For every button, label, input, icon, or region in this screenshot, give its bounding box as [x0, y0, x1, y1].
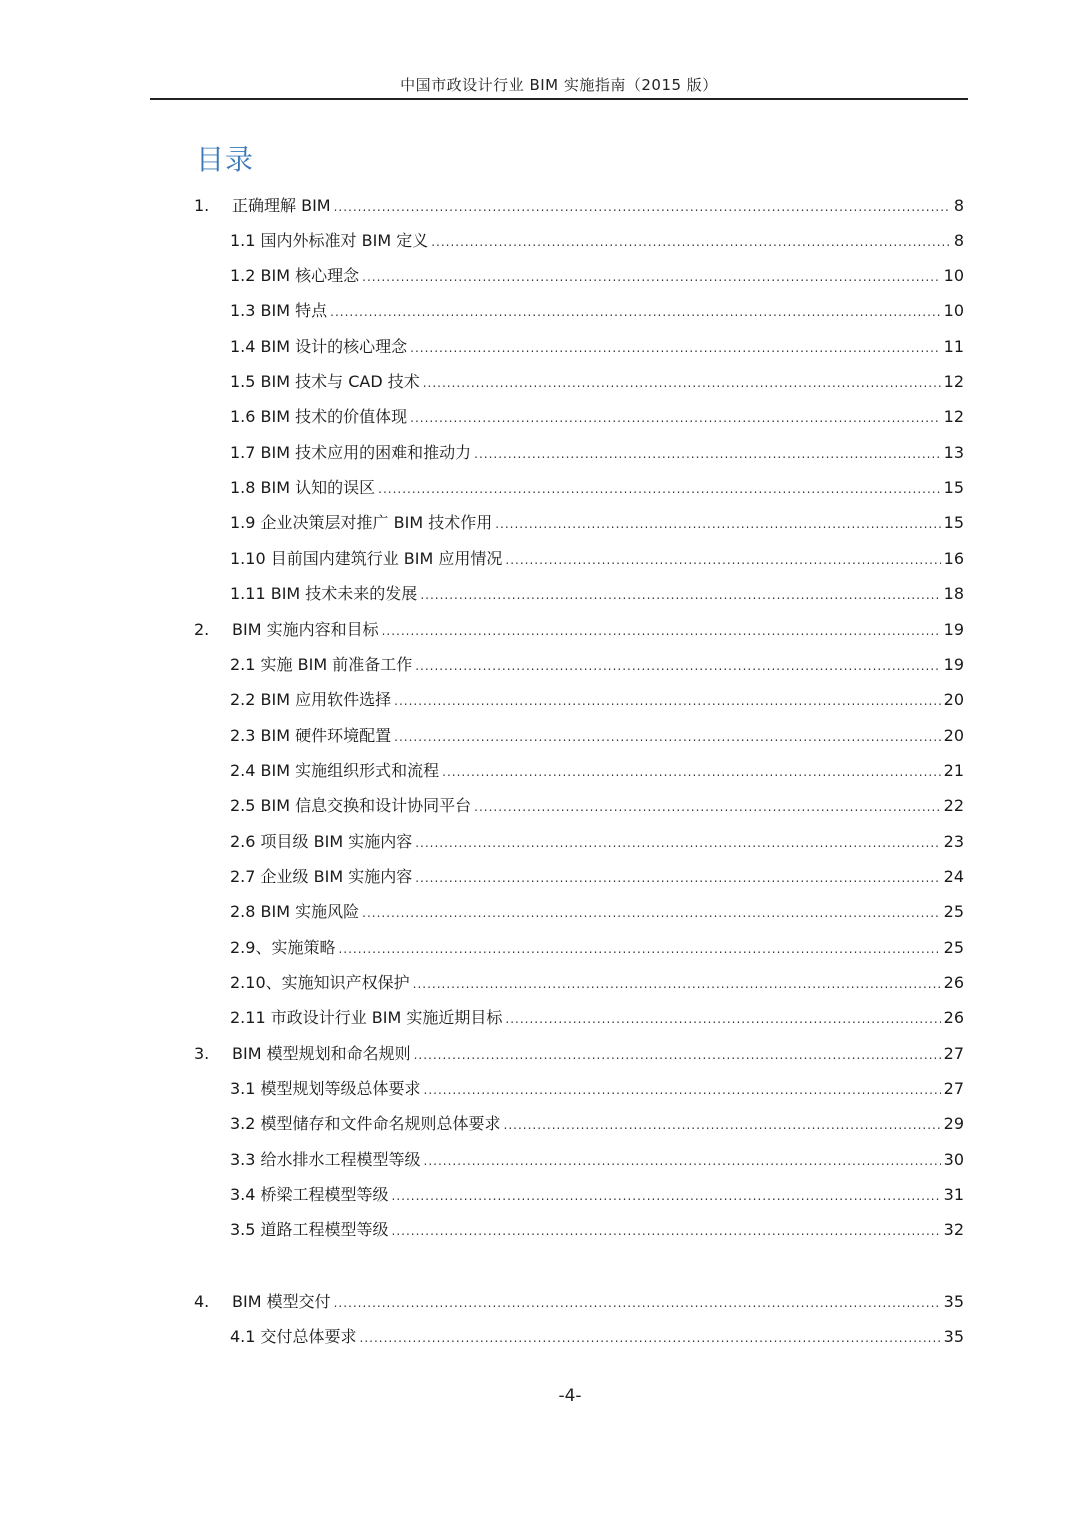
- toc-dot-leader: [420, 583, 940, 607]
- toc-entry-1-9[interactable]: [230, 511, 964, 535]
- page-number: -4-: [558, 1386, 582, 1406]
- toc-entry-1-10[interactable]: [230, 547, 964, 571]
- toc-dot-leader: [442, 760, 941, 784]
- toc-entry-3-4[interactable]: [230, 1183, 964, 1207]
- toc-entry-1-8[interactable]: [230, 476, 964, 500]
- toc-dot-leader: [362, 901, 941, 925]
- toc-dot-leader: [394, 725, 941, 749]
- toc-dot-leader: [394, 689, 941, 713]
- document-title: 中国市政设计行业 BIM 实施指南（2015 版）: [400, 76, 718, 94]
- toc-entry-text: 3.2 模型储存和文件命名规则总体要求: [230, 1114, 501, 1133]
- toc-dot-leader: [382, 619, 941, 643]
- toc-dot-leader: [413, 972, 941, 996]
- toc-entry-3-1[interactable]: [230, 1077, 964, 1101]
- toc-dot-leader: [431, 230, 951, 254]
- toc-entry-text: 1.11 BIM 技术未来的发展: [230, 584, 418, 603]
- toc-entry-text: 2.4 BIM 实施组织形式和流程: [230, 761, 440, 780]
- toc-dot-leader: [415, 866, 940, 890]
- toc-entry-2-9[interactable]: [230, 936, 964, 960]
- toc-entry-1-7[interactable]: [230, 441, 964, 465]
- toc-entry-text: 3.5 道路工程模型等级: [230, 1220, 389, 1239]
- toc-entry-text: BIM 模型交付: [232, 1292, 331, 1311]
- toc-entry-page: 27: [943, 1044, 964, 1063]
- toc-entry-text: 3.1 模型规划等级总体要求: [230, 1079, 421, 1098]
- toc-heading: 目录: [196, 143, 255, 176]
- toc-dot-leader: [423, 371, 941, 395]
- toc-entry-1[interactable]: [194, 194, 964, 218]
- toc-dot-leader: [505, 1007, 940, 1031]
- toc-entry-text: 1.5 BIM 技术与 CAD 技术: [230, 372, 420, 391]
- toc-dot-leader: [474, 442, 941, 466]
- toc-dot-leader: [392, 1184, 941, 1208]
- toc-entry-text: 3.3 给水排水工程模型等级: [230, 1150, 421, 1169]
- toc-entry-text: 1.1 国内外标准对 BIM 定义: [230, 231, 429, 250]
- toc-entry-number: 2.: [194, 620, 210, 639]
- toc-entry-text: 1.10 目前国内建筑行业 BIM 应用情况: [230, 549, 503, 568]
- toc-entry-2-11[interactable]: [230, 1006, 964, 1030]
- toc-dot-leader: [410, 406, 941, 430]
- toc-dot-leader: [330, 300, 941, 324]
- toc-entry-page: 15: [943, 478, 964, 497]
- toc-entry-4-1[interactable]: [230, 1325, 964, 1349]
- toc-dot-leader: [334, 1291, 941, 1315]
- toc-entry-text: 2.1 实施 BIM 前准备工作: [230, 655, 413, 674]
- toc-entry-page: 20: [943, 690, 964, 709]
- toc-dot-leader: [392, 1219, 941, 1243]
- toc-entry-text: 2.6 项目级 BIM 实施内容: [230, 832, 413, 851]
- toc-entry-page: 25: [943, 938, 964, 957]
- toc-entry-page: 30: [943, 1150, 964, 1169]
- toc-dot-leader: [505, 548, 940, 572]
- toc-dot-leader: [360, 1326, 941, 1350]
- toc-entry-page: 8: [953, 196, 964, 215]
- toc-entry-2-4[interactable]: [230, 759, 964, 783]
- toc-entry-text: 2.5 BIM 信息交换和设计协同平台: [230, 796, 472, 815]
- toc-entry-1-2[interactable]: [230, 264, 964, 288]
- toc-entry-1-4[interactable]: [230, 335, 964, 359]
- toc-entry-3[interactable]: [194, 1042, 964, 1066]
- toc-dot-leader: [424, 1149, 941, 1173]
- toc-entry-text: 4.1 交付总体要求: [230, 1327, 357, 1346]
- toc-entry-page: 10: [943, 266, 964, 285]
- toc-entry-1-1[interactable]: [230, 229, 964, 253]
- toc-entry-2-5[interactable]: [230, 794, 964, 818]
- toc-entry-2-6[interactable]: [230, 830, 964, 854]
- toc-entry-2[interactable]: [194, 618, 964, 642]
- toc-entry-text: 1.4 BIM 设计的核心理念: [230, 337, 408, 356]
- toc-entry-page: 25: [943, 902, 964, 921]
- toc-entry-number: 3.: [194, 1044, 210, 1063]
- toc-dot-leader: [414, 1043, 941, 1067]
- toc-entry-text: 2.11 市政设计行业 BIM 实施近期目标: [230, 1008, 503, 1027]
- toc-entry-text: 3.4 桥梁工程模型等级: [230, 1185, 389, 1204]
- toc-entry-page: 18: [943, 584, 964, 603]
- toc-entry-text: 2.8 BIM 实施风险: [230, 902, 360, 921]
- toc-entry-page: 12: [943, 407, 964, 426]
- toc-entry-text: 1.8 BIM 认知的误区: [230, 478, 376, 497]
- toc-dot-leader: [415, 831, 940, 855]
- toc-entry-1-6[interactable]: [230, 405, 964, 429]
- toc-entry-3-2[interactable]: [230, 1112, 964, 1136]
- toc-entry-page: 8: [953, 231, 964, 250]
- toc-entry-page: 21: [943, 761, 964, 780]
- toc-entry-page: 24: [943, 867, 964, 886]
- toc-dot-leader: [474, 795, 941, 819]
- toc-entry-1-11[interactable]: [230, 582, 964, 606]
- toc-entry-2-8[interactable]: [230, 900, 964, 924]
- toc-entry-1-5[interactable]: [230, 370, 964, 394]
- toc-entry-2-2[interactable]: [230, 688, 964, 712]
- toc-entry-text: BIM 实施内容和目标: [232, 620, 379, 639]
- toc-entry-page: 35: [943, 1292, 964, 1311]
- toc-entry-page: 35: [943, 1327, 964, 1346]
- toc-entry-page: 10: [943, 301, 964, 320]
- toc-entry-text: 2.10、实施知识产权保护: [230, 973, 410, 992]
- toc-entry-2-3[interactable]: [230, 724, 964, 748]
- toc-dot-leader: [338, 937, 940, 961]
- toc-entry-page: 29: [943, 1114, 964, 1133]
- toc-entry-page: 15: [943, 513, 964, 532]
- toc-entry-text: 1.7 BIM 技术应用的困难和推动力: [230, 443, 472, 462]
- toc-entry-text: 正确理解 BIM: [232, 196, 331, 215]
- toc-entry-text: 2.2 BIM 应用软件选择: [230, 690, 392, 709]
- toc-entry-page: 13: [943, 443, 964, 462]
- toc-entry-page: 27: [943, 1079, 964, 1098]
- toc-entry-2-7[interactable]: [230, 865, 964, 889]
- toc-entry-page: 20: [943, 726, 964, 745]
- toc-entry-text: 2.3 BIM 硬件环境配置: [230, 726, 392, 745]
- toc-entry-3-5[interactable]: [230, 1218, 964, 1242]
- toc-entry-page: 19: [943, 655, 964, 674]
- toc-entry-page: 16: [943, 549, 964, 568]
- toc-dot-leader: [334, 195, 951, 219]
- toc-entry-2-10[interactable]: [230, 971, 964, 995]
- toc-dot-leader: [495, 512, 940, 536]
- toc-entry-page: 11: [943, 337, 964, 356]
- toc-dot-leader: [378, 477, 941, 501]
- toc-entry-text: 2.7 企业级 BIM 实施内容: [230, 867, 413, 886]
- toc-dot-leader: [362, 265, 941, 289]
- toc-entry-4[interactable]: [194, 1290, 964, 1314]
- toc-dot-leader: [504, 1113, 941, 1137]
- toc-dot-leader: [410, 336, 941, 360]
- toc-entry-text: 1.6 BIM 技术的价值体现: [230, 407, 408, 426]
- header-divider: [150, 98, 968, 100]
- toc-entry-1-3[interactable]: [230, 299, 964, 323]
- toc-dot-leader: [424, 1078, 941, 1102]
- toc-entry-page: 32: [943, 1220, 964, 1239]
- toc-entry-page: 26: [943, 973, 964, 992]
- toc-entry-text: 1.9 企业决策层对推广 BIM 技术作用: [230, 513, 493, 532]
- toc-entry-text: BIM 模型规划和命名规则: [232, 1044, 411, 1063]
- toc-dot-leader: [415, 654, 940, 678]
- toc-entry-text: 2.9、实施策略: [230, 938, 336, 957]
- toc-entry-number: 1.: [194, 196, 210, 215]
- toc-entry-page: 19: [943, 620, 964, 639]
- toc-entry-page: 26: [943, 1008, 964, 1027]
- toc-entry-number: 4.: [194, 1292, 210, 1311]
- toc-entry-3-3[interactable]: [230, 1148, 964, 1172]
- toc-entry-page: 31: [943, 1185, 964, 1204]
- toc-entry-text: 1.3 BIM 特点: [230, 301, 328, 320]
- toc-entry-page: 23: [943, 832, 964, 851]
- toc-entry-2-1[interactable]: [230, 653, 964, 677]
- toc-entry-text: 1.2 BIM 核心理念: [230, 266, 360, 285]
- toc-entry-page: 12: [943, 372, 964, 391]
- toc-entry-page: 22: [943, 796, 964, 815]
